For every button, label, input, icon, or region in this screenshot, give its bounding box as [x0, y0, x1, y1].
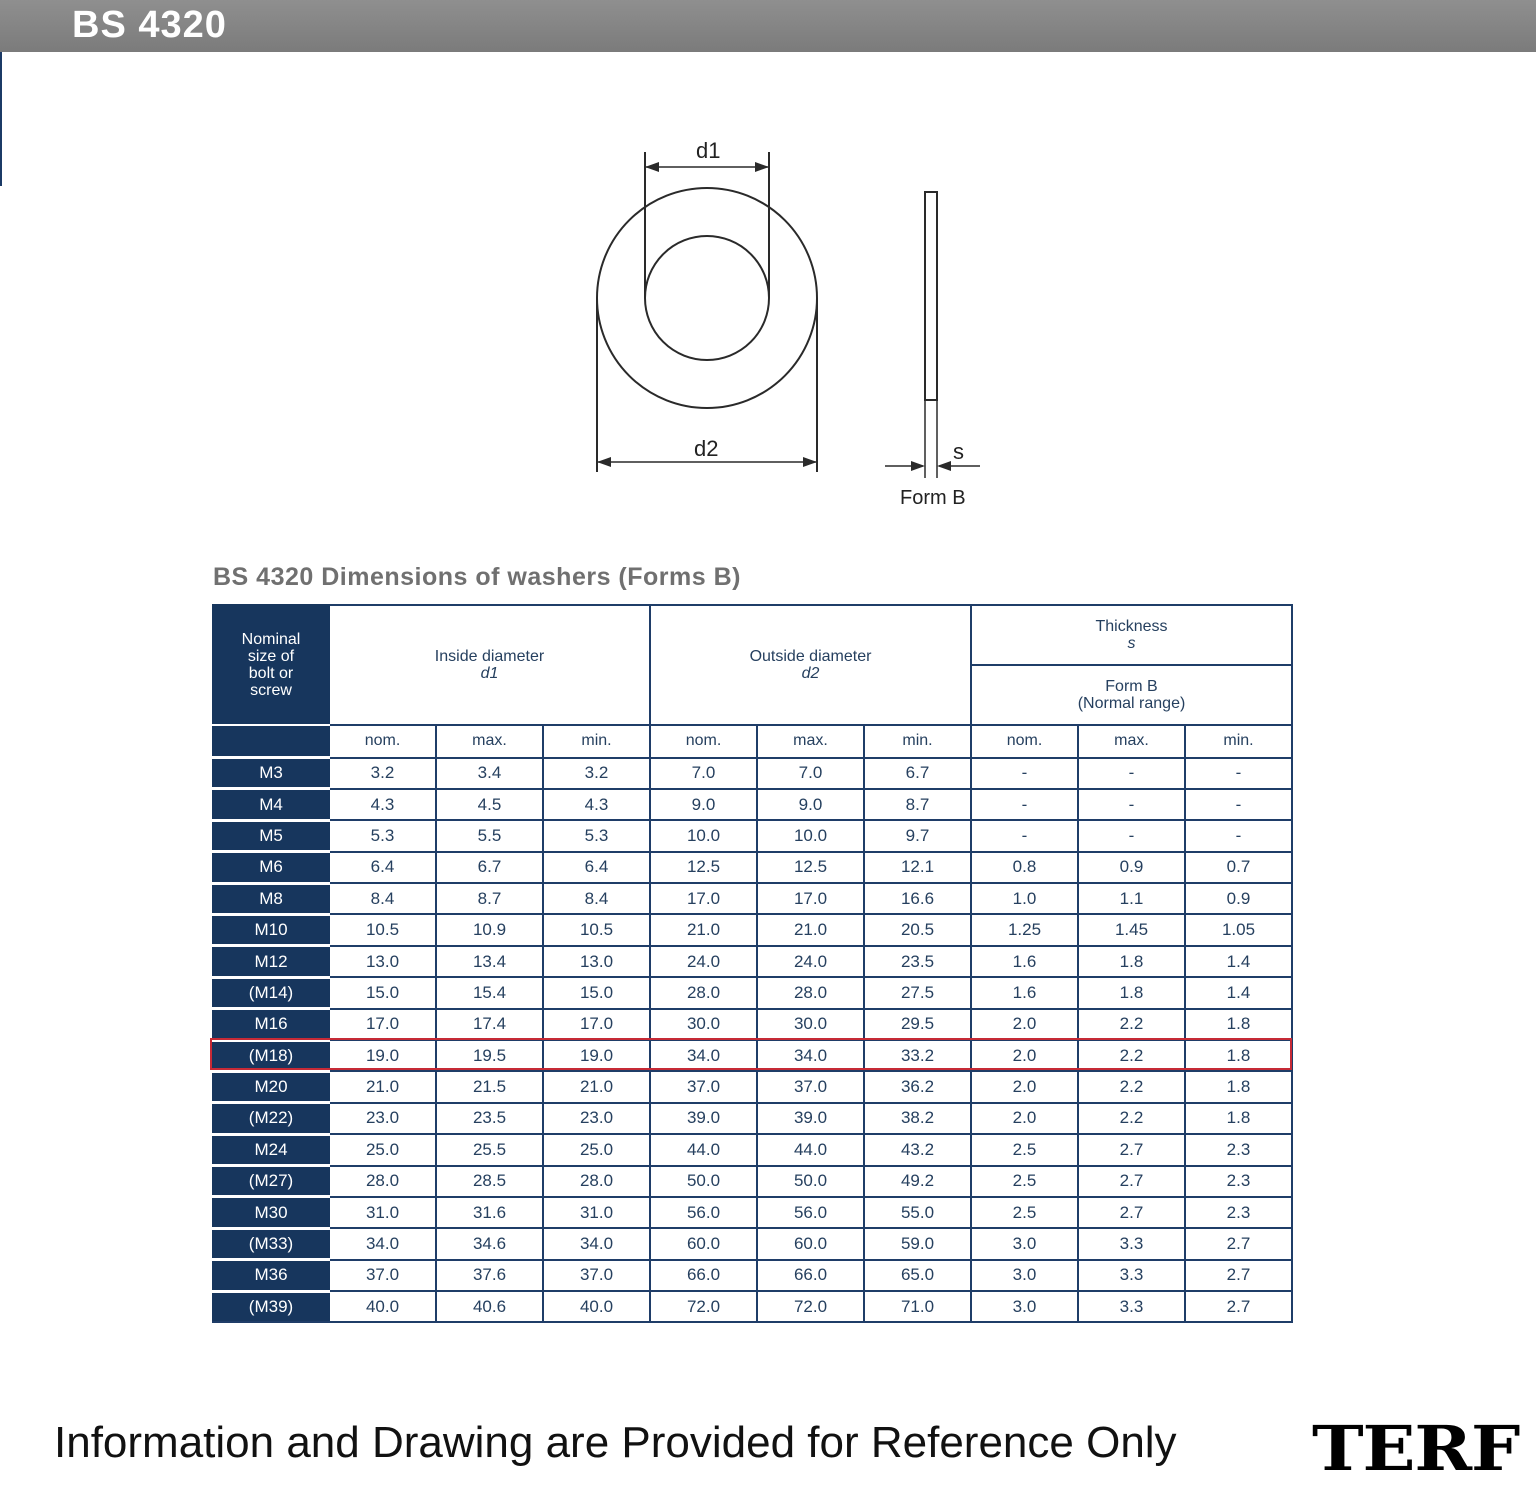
washer-drawing: [560, 120, 1020, 520]
value-cell: 23.5: [864, 946, 971, 977]
table-row: [213, 1134, 1292, 1165]
value-cell: 2.5: [971, 1166, 1078, 1197]
value-cell: 30.0: [757, 1009, 864, 1040]
row-header-line: bolt or: [248, 665, 294, 682]
washer-side-view: [925, 192, 937, 400]
value-cell: 9.7: [864, 820, 971, 851]
inside-diameter-label: Inside diameter: [434, 648, 545, 665]
value-cell: 1.8: [1185, 1071, 1292, 1102]
value-cell: 3.0: [971, 1291, 1078, 1322]
value-cell: 15.0: [329, 977, 436, 1008]
value-cell: 36.2: [864, 1071, 971, 1102]
value-cell: 71.0: [864, 1291, 971, 1322]
value-cell: 28.0: [543, 1166, 650, 1197]
left-accent-line: [0, 52, 2, 186]
value-cell: 28.0: [757, 977, 864, 1008]
value-cell: 2.5: [971, 1134, 1078, 1165]
value-cell: 28.5: [436, 1166, 543, 1197]
value-cell: 20.5: [864, 914, 971, 945]
value-cell: 1.0: [971, 883, 1078, 914]
size-cell: M3: [213, 758, 329, 789]
value-cell: 7.0: [650, 758, 757, 789]
value-cell: 3.0: [971, 1228, 1078, 1259]
value-cell: 10.5: [543, 914, 650, 945]
disclaimer-note: Information and Drawing are Provided for Reference Only: [54, 1418, 1177, 1467]
value-cell: -: [1185, 789, 1292, 820]
table-row: [213, 1166, 1292, 1197]
size-cell: M30: [213, 1197, 329, 1228]
value-cell: 10.0: [757, 820, 864, 851]
table-row: [213, 789, 1292, 820]
table-row: [213, 914, 1292, 945]
value-cell: 3.3: [1078, 1260, 1185, 1291]
unit-cell: max.: [436, 725, 543, 758]
normal-range-label: (Normal range): [1077, 695, 1186, 712]
value-cell: 29.5: [864, 1009, 971, 1040]
value-cell: 37.6: [436, 1260, 543, 1291]
value-cell: 2.0: [971, 1009, 1078, 1040]
value-cell: 1.8: [1185, 1103, 1292, 1134]
value-cell: 25.5: [436, 1134, 543, 1165]
value-cell: 2.3: [1185, 1166, 1292, 1197]
value-cell: 8.7: [436, 883, 543, 914]
value-cell: 40.0: [543, 1291, 650, 1322]
value-cell: 1.4: [1185, 977, 1292, 1008]
value-cell: 39.0: [757, 1103, 864, 1134]
size-cell: M6: [213, 852, 329, 883]
s-label: s: [953, 439, 964, 464]
value-cell: 3.2: [329, 758, 436, 789]
value-cell: 0.9: [1185, 883, 1292, 914]
value-cell: 23.0: [543, 1103, 650, 1134]
value-cell: 55.0: [864, 1197, 971, 1228]
value-cell: 37.0: [543, 1260, 650, 1291]
value-cell: 56.0: [650, 1197, 757, 1228]
size-cell: M4: [213, 789, 329, 820]
value-cell: 43.2: [864, 1134, 971, 1165]
value-cell: 1.8: [1185, 1040, 1292, 1071]
size-cell: M20: [213, 1071, 329, 1102]
value-cell: 28.0: [650, 977, 757, 1008]
value-cell: 19.0: [543, 1040, 650, 1071]
value-cell: -: [971, 758, 1078, 789]
value-cell: 50.0: [757, 1166, 864, 1197]
size-cell: (M14): [213, 977, 329, 1008]
value-cell: 10.0: [650, 820, 757, 851]
value-cell: 21.5: [436, 1071, 543, 1102]
value-cell: 9.0: [757, 789, 864, 820]
units-row: [213, 725, 1292, 758]
size-cell: M16: [213, 1009, 329, 1040]
header-bar: [0, 0, 1536, 52]
value-cell: 13.4: [436, 946, 543, 977]
value-cell: 37.0: [757, 1071, 864, 1102]
value-cell: 2.7: [1185, 1228, 1292, 1259]
value-cell: 28.0: [329, 1166, 436, 1197]
row-header-line: screw: [250, 682, 292, 699]
value-cell: 2.7: [1078, 1166, 1185, 1197]
value-cell: 2.5: [971, 1197, 1078, 1228]
value-cell: 30.0: [650, 1009, 757, 1040]
value-cell: 16.6: [864, 883, 971, 914]
thickness-label: Thickness: [1095, 618, 1168, 635]
value-cell: 65.0: [864, 1260, 971, 1291]
outside-diameter-symbol: d2: [801, 665, 820, 682]
value-cell: 1.4: [1185, 946, 1292, 977]
value-cell: 4.3: [543, 789, 650, 820]
size-cell: M24: [213, 1134, 329, 1165]
value-cell: 60.0: [757, 1228, 864, 1259]
value-cell: 0.8: [971, 852, 1078, 883]
d1-arrow-right: [755, 162, 769, 172]
row-header-cell: [213, 605, 329, 725]
size-cell: (M27): [213, 1166, 329, 1197]
value-cell: 39.0: [650, 1103, 757, 1134]
value-cell: 0.7: [1185, 852, 1292, 883]
size-cell: (M39): [213, 1291, 329, 1322]
value-cell: 15.0: [543, 977, 650, 1008]
value-cell: 17.0: [650, 883, 757, 914]
d1-arrow-left: [645, 162, 659, 172]
value-cell: 72.0: [757, 1291, 864, 1322]
value-cell: 5.3: [543, 820, 650, 851]
table-row: [213, 1103, 1292, 1134]
value-cell: 34.0: [329, 1228, 436, 1259]
value-cell: 12.5: [757, 852, 864, 883]
value-cell: 6.4: [329, 852, 436, 883]
value-cell: 5.3: [329, 820, 436, 851]
table-row: [213, 1009, 1292, 1040]
table-row: [213, 946, 1292, 977]
value-cell: 3.0: [971, 1260, 1078, 1291]
outside-diameter-header: [650, 605, 971, 725]
value-cell: 1.45: [1078, 914, 1185, 945]
washer-dimensions-table: [212, 604, 1293, 1323]
value-cell: 40.0: [329, 1291, 436, 1322]
value-cell: 2.2: [1078, 1103, 1185, 1134]
value-cell: 33.2: [864, 1040, 971, 1071]
value-cell: 66.0: [650, 1260, 757, 1291]
value-cell: 2.7: [1185, 1291, 1292, 1322]
row-header-line: Nominal: [241, 631, 301, 648]
size-cell: M8: [213, 883, 329, 914]
value-cell: 2.2: [1078, 1009, 1185, 1040]
value-cell: 31.6: [436, 1197, 543, 1228]
value-cell: 2.3: [1185, 1134, 1292, 1165]
value-cell: 56.0: [757, 1197, 864, 1228]
value-cell: 1.8: [1078, 946, 1185, 977]
value-cell: -: [1078, 789, 1185, 820]
value-cell: 44.0: [650, 1134, 757, 1165]
value-cell: 34.6: [436, 1228, 543, 1259]
value-cell: -: [971, 789, 1078, 820]
value-cell: 59.0: [864, 1228, 971, 1259]
size-cell: M10: [213, 914, 329, 945]
value-cell: 17.4: [436, 1009, 543, 1040]
d2-label: d2: [694, 436, 719, 461]
value-cell: 21.0: [543, 1071, 650, 1102]
value-cell: 6.7: [436, 852, 543, 883]
value-cell: -: [1185, 820, 1292, 851]
value-cell: 2.0: [971, 1071, 1078, 1102]
value-cell: 6.4: [543, 852, 650, 883]
value-cell: 24.0: [757, 946, 864, 977]
terf-logo: TERF: [1312, 1412, 1520, 1485]
table-body: [213, 605, 1292, 1322]
size-cell: M5: [213, 820, 329, 851]
d2-arrow-left: [597, 457, 611, 467]
d1-label: d1: [696, 138, 721, 163]
washer-outer-circle: [597, 188, 817, 408]
table-row: [213, 1260, 1292, 1291]
value-cell: 13.0: [329, 946, 436, 977]
value-cell: 2.7: [1078, 1197, 1185, 1228]
value-cell: 8.4: [329, 883, 436, 914]
value-cell: 72.0: [650, 1291, 757, 1322]
table-row: [213, 758, 1292, 789]
page-title: BS 4320: [72, 4, 227, 46]
value-cell: 21.0: [757, 914, 864, 945]
value-cell: 49.2: [864, 1166, 971, 1197]
size-cell: (M22): [213, 1103, 329, 1134]
value-cell: 13.0: [543, 946, 650, 977]
value-cell: 34.0: [543, 1228, 650, 1259]
value-cell: 7.0: [757, 758, 864, 789]
size-cell: M12: [213, 946, 329, 977]
size-cell: (M18): [213, 1040, 329, 1071]
value-cell: 23.5: [436, 1103, 543, 1134]
washer-inner-circle: [645, 236, 769, 360]
value-cell: 0.9: [1078, 852, 1185, 883]
value-cell: 2.3: [1185, 1197, 1292, 1228]
value-cell: 44.0: [757, 1134, 864, 1165]
value-cell: 8.4: [543, 883, 650, 914]
units-row-blank: [213, 725, 329, 758]
thickness-header: [971, 605, 1292, 665]
table-row: [213, 1228, 1292, 1259]
value-cell: 2.0: [971, 1103, 1078, 1134]
value-cell: 50.0: [650, 1166, 757, 1197]
inside-diameter-symbol: d1: [480, 665, 499, 682]
value-cell: 3.3: [1078, 1291, 1185, 1322]
value-cell: 21.0: [329, 1071, 436, 1102]
value-cell: 17.0: [329, 1009, 436, 1040]
value-cell: 1.8: [1078, 977, 1185, 1008]
value-cell: 25.0: [329, 1134, 436, 1165]
table-row: [213, 852, 1292, 883]
value-cell: 66.0: [757, 1260, 864, 1291]
value-cell: 1.8: [1185, 1009, 1292, 1040]
value-cell: 31.0: [543, 1197, 650, 1228]
unit-cell: nom.: [971, 725, 1078, 758]
value-cell: 19.0: [329, 1040, 436, 1071]
value-cell: 3.4: [436, 758, 543, 789]
value-cell: 6.7: [864, 758, 971, 789]
value-cell: 3.3: [1078, 1228, 1185, 1259]
unit-cell: nom.: [650, 725, 757, 758]
form-b-label: Form B: [1105, 678, 1158, 695]
value-cell: 1.6: [971, 977, 1078, 1008]
table-header-row: [213, 605, 1292, 665]
value-cell: 2.7: [1185, 1260, 1292, 1291]
value-cell: 38.2: [864, 1103, 971, 1134]
value-cell: 24.0: [650, 946, 757, 977]
table-row: [213, 977, 1292, 1008]
form-label: Form B: [900, 487, 966, 509]
table-row: [213, 1291, 1292, 1322]
value-cell: 15.4: [436, 977, 543, 1008]
value-cell: 25.0: [543, 1134, 650, 1165]
value-cell: 34.0: [650, 1040, 757, 1071]
value-cell: 3.2: [543, 758, 650, 789]
value-cell: -: [971, 820, 1078, 851]
value-cell: 10.5: [329, 914, 436, 945]
value-cell: 1.1: [1078, 883, 1185, 914]
value-cell: 2.0: [971, 1040, 1078, 1071]
value-cell: 5.5: [436, 820, 543, 851]
value-cell: 9.0: [650, 789, 757, 820]
value-cell: 12.1: [864, 852, 971, 883]
s-arrow-right: [937, 461, 951, 471]
d2-arrow-right: [803, 457, 817, 467]
value-cell: 34.0: [757, 1040, 864, 1071]
value-cell: -: [1078, 820, 1185, 851]
form-b-header: [971, 665, 1292, 725]
value-cell: 21.0: [650, 914, 757, 945]
size-cell: (M33): [213, 1228, 329, 1259]
unit-cell: max.: [1078, 725, 1185, 758]
s-arrow-left: [911, 461, 925, 471]
value-cell: -: [1185, 758, 1292, 789]
table-title: BS 4320 Dimensions of washers (Forms B): [213, 563, 741, 591]
value-cell: 37.0: [329, 1260, 436, 1291]
value-cell: -: [1078, 758, 1185, 789]
value-cell: 37.0: [650, 1071, 757, 1102]
table-row: [213, 1040, 1292, 1071]
value-cell: 17.0: [757, 883, 864, 914]
outside-diameter-label: Outside diameter: [749, 648, 872, 665]
size-cell: M36: [213, 1260, 329, 1291]
value-cell: 10.9: [436, 914, 543, 945]
value-cell: 4.3: [329, 789, 436, 820]
value-cell: 2.2: [1078, 1040, 1185, 1071]
value-cell: 31.0: [329, 1197, 436, 1228]
unit-cell: nom.: [329, 725, 436, 758]
value-cell: 17.0: [543, 1009, 650, 1040]
table-row: [213, 883, 1292, 914]
value-cell: 27.5: [864, 977, 971, 1008]
value-cell: 1.25: [971, 914, 1078, 945]
value-cell: 4.5: [436, 789, 543, 820]
value-cell: 8.7: [864, 789, 971, 820]
inside-diameter-header: [329, 605, 650, 725]
value-cell: 19.5: [436, 1040, 543, 1071]
value-cell: 2.2: [1078, 1071, 1185, 1102]
value-cell: 2.7: [1078, 1134, 1185, 1165]
value-cell: 40.6: [436, 1291, 543, 1322]
value-cell: 23.0: [329, 1103, 436, 1134]
unit-cell: min.: [1185, 725, 1292, 758]
unit-cell: min.: [864, 725, 971, 758]
row-header-line: size of: [247, 648, 295, 665]
thickness-symbol: s: [1127, 635, 1136, 652]
table-row: [213, 1197, 1292, 1228]
unit-cell: max.: [757, 725, 864, 758]
value-cell: 12.5: [650, 852, 757, 883]
table-row: [213, 820, 1292, 851]
value-cell: 1.05: [1185, 914, 1292, 945]
value-cell: 60.0: [650, 1228, 757, 1259]
table-row: [213, 1071, 1292, 1102]
value-cell: 1.6: [971, 946, 1078, 977]
unit-cell: min.: [543, 725, 650, 758]
